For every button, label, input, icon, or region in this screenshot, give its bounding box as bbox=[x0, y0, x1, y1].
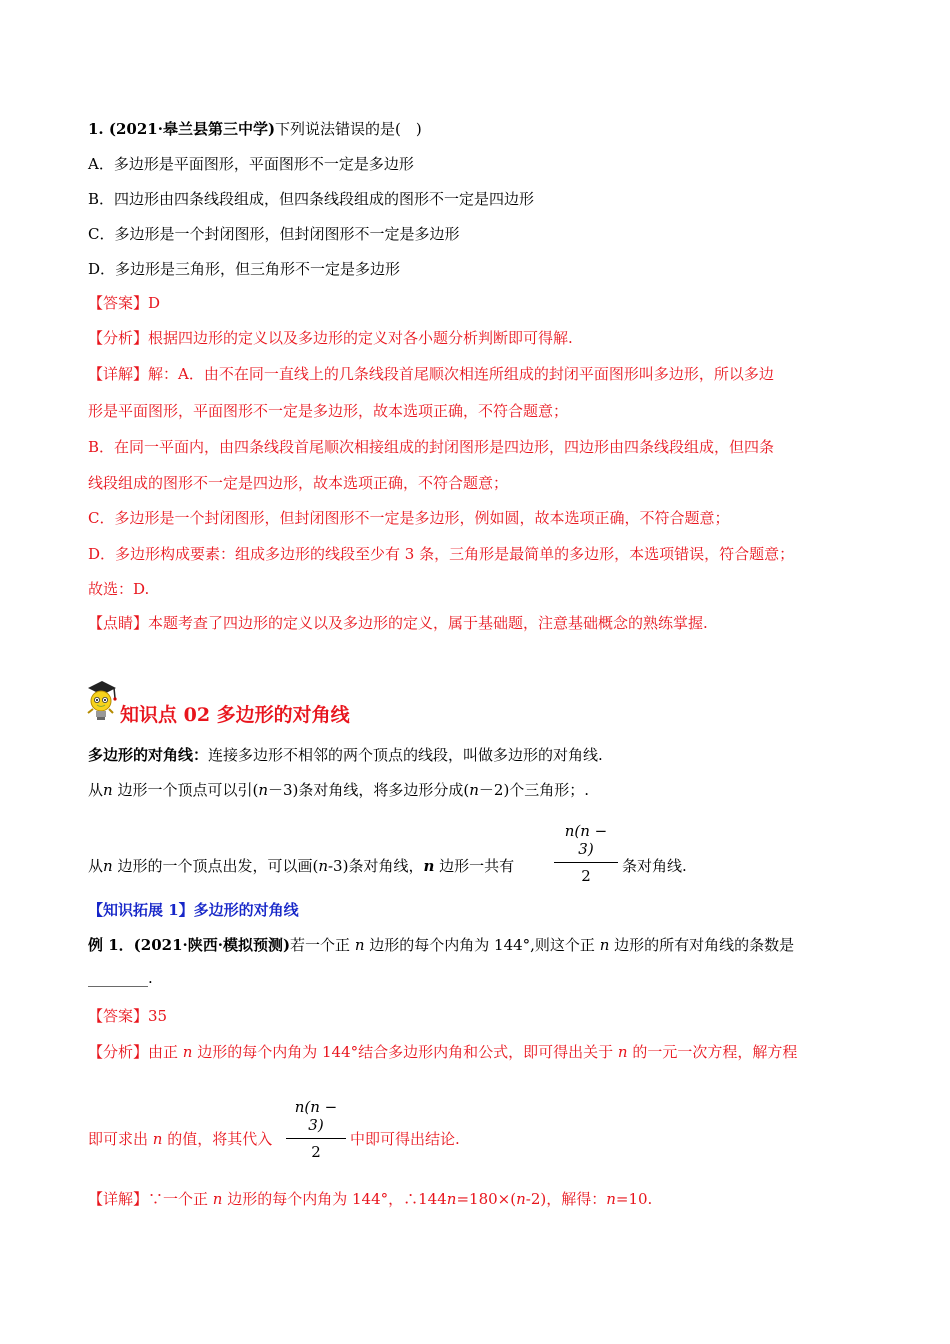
detail-line-6: D．多边形构成要素：组成多边形的线段至少有 3 条，三角形是最简单的多边形，本选项错误，符合题意； bbox=[88, 545, 795, 563]
example-label: 例 1．(2021·陕西·模拟预测) bbox=[88, 936, 291, 954]
comment bbox=[88, 612, 708, 633]
fraction-numerator: n(n − 3) bbox=[564, 822, 608, 858]
option-d: D．多边形是三角形，但三角形不一定是多边形 bbox=[88, 260, 401, 278]
analysis bbox=[88, 327, 573, 348]
section-heading bbox=[88, 676, 350, 726]
text: 即可求出 bbox=[88, 1130, 153, 1148]
analysis-label: 【分析】 bbox=[88, 329, 149, 347]
var-n: n bbox=[469, 781, 479, 799]
text: -2)，解得： bbox=[525, 1190, 607, 1208]
answer-label: 【答案】 bbox=[88, 294, 149, 312]
detail-label: 【详解】 bbox=[88, 365, 149, 383]
text: =180×( bbox=[456, 1190, 517, 1208]
var-n: n bbox=[606, 1190, 616, 1208]
text: =10. bbox=[615, 1190, 653, 1208]
text: ∵一个正 bbox=[148, 1190, 213, 1208]
detail-line-4: 线段组成的图形不一定是四边形，故本选项正确，不符合题意； bbox=[88, 474, 509, 492]
answer bbox=[88, 292, 160, 313]
analysis-label: 【分析】 bbox=[88, 1043, 149, 1061]
definition-term: 多边形的对角线： bbox=[88, 746, 209, 764]
answer-value: 35 bbox=[148, 1007, 168, 1025]
analysis-text: 根据四边形的定义以及多边形的定义对各小题分析判断即可得解. bbox=[148, 329, 573, 347]
scholar-bulb-icon bbox=[84, 676, 118, 722]
formula-fraction bbox=[554, 822, 618, 885]
var-n: n bbox=[182, 1043, 193, 1061]
var-n: n bbox=[318, 857, 328, 875]
text: 若一个正 bbox=[290, 936, 355, 954]
option-c: C．多边形是一个封闭图形，但封闭图形不一定是多边形 bbox=[88, 225, 460, 243]
ext-analysis-2 bbox=[88, 1128, 272, 1149]
ext-analysis-2-suffix: 中即可得出结论. bbox=[350, 1130, 460, 1148]
example-line bbox=[88, 934, 794, 955]
var-n: n bbox=[599, 936, 610, 954]
text: 的一元一次方程，解方程 bbox=[627, 1043, 798, 1061]
text: 边形的每个内角为 144°,则这个正 bbox=[364, 936, 600, 954]
text: 边形的所有对角线的条数是 bbox=[609, 936, 795, 954]
var-n: n bbox=[103, 781, 113, 799]
text: 边形一个顶点可以引( bbox=[112, 781, 259, 799]
option-b: B．四边形由四条线段组成，但四条线段组成的图形不一定是四边形 bbox=[88, 190, 535, 208]
detail-line-5: C．多边形是一个封闭图形，但封闭图形不一定是多边形，例如圆，故本选项正确，不符合题意； bbox=[88, 509, 730, 527]
detail-line-7: 故选：D. bbox=[88, 580, 150, 598]
fraction-numerator: n(n − 3) bbox=[294, 1098, 338, 1134]
detail-line-1 bbox=[88, 363, 774, 384]
ext-detail bbox=[88, 1188, 652, 1209]
fraction-denominator: 2 bbox=[311, 1143, 321, 1161]
var-n: n bbox=[354, 936, 365, 954]
comment-label: 【点睛】 bbox=[88, 614, 149, 632]
answer-value: D bbox=[148, 294, 161, 312]
text: 边形的一个顶点出发，可以画( bbox=[112, 857, 319, 875]
fraction-denominator: 2 bbox=[581, 867, 591, 885]
text: -3)条对角线， bbox=[327, 857, 424, 875]
ext-analysis bbox=[88, 1041, 797, 1062]
detail-line-3: B．在同一平面内，由四条线段首尾顺次相接组成的封闭图形是四边形，四边形由四条线段组成，但四条 bbox=[88, 438, 775, 456]
var-n: n bbox=[446, 1190, 457, 1208]
definition-text: 连接多边形不相邻的两个顶点的线段，叫做多边形的对角线. bbox=[208, 746, 603, 764]
section-title: 知识点 02 多边形的对角线 bbox=[120, 704, 350, 726]
text: 的值，将其代入 bbox=[162, 1130, 273, 1148]
diagonal-total-suffix: 条对角线. bbox=[622, 857, 687, 875]
ext-formula-fraction bbox=[286, 1098, 346, 1161]
question-number: 1. (2021·皋兰县第三中学) bbox=[88, 120, 276, 138]
diagonal-count-line bbox=[88, 779, 589, 800]
diagonal-total-line bbox=[88, 855, 514, 876]
text: 边形的每个内角为 144°结合多边形内角和公式，即可得出关于 bbox=[192, 1043, 618, 1061]
var-n: n bbox=[516, 1190, 526, 1208]
text: 由正 bbox=[148, 1043, 183, 1061]
text: 从 bbox=[88, 857, 104, 875]
definition-line bbox=[88, 744, 603, 765]
text: －2)个三角形；. bbox=[478, 781, 590, 799]
question-stem bbox=[88, 118, 422, 139]
answer-blank: ________. bbox=[88, 969, 153, 987]
var-n: n bbox=[258, 781, 268, 799]
detail-line-2: 形是平面图形，平面图形不一定是多边形，故本选项正确，不符合题意； bbox=[88, 402, 569, 420]
var-n: n bbox=[152, 1130, 163, 1148]
text: 边形一共有 bbox=[434, 857, 515, 875]
text: 从 bbox=[88, 781, 104, 799]
text: －3)条对角线，将多边形分成( bbox=[267, 781, 470, 799]
extension-title: 【知识拓展 1】多边形的对角线 bbox=[88, 901, 299, 919]
var-n: n bbox=[103, 857, 113, 875]
ext-answer bbox=[88, 1005, 167, 1026]
var-n: n bbox=[617, 1043, 628, 1061]
var-n: n bbox=[423, 857, 435, 875]
text: 边形的每个内角为 144°，∴144 bbox=[222, 1190, 447, 1208]
comment-text: 本题考查了四边形的定义以及多边形的定义，属于基础题，注意基础概念的熟练掌握. bbox=[148, 614, 708, 632]
answer-label: 【答案】 bbox=[88, 1007, 149, 1025]
var-n: n bbox=[212, 1190, 223, 1208]
option-a: A．多边形是平面图形，平面图形不一定是多边形 bbox=[88, 155, 414, 173]
question-text: 下列说法错误的是( ) bbox=[275, 120, 422, 138]
detail-label: 【详解】 bbox=[88, 1190, 149, 1208]
detail-text: 解：A．由不在同一直线上的几条线段首尾顺次相连所组成的封闭平面图形叫多边形，所以多边 bbox=[148, 365, 774, 383]
